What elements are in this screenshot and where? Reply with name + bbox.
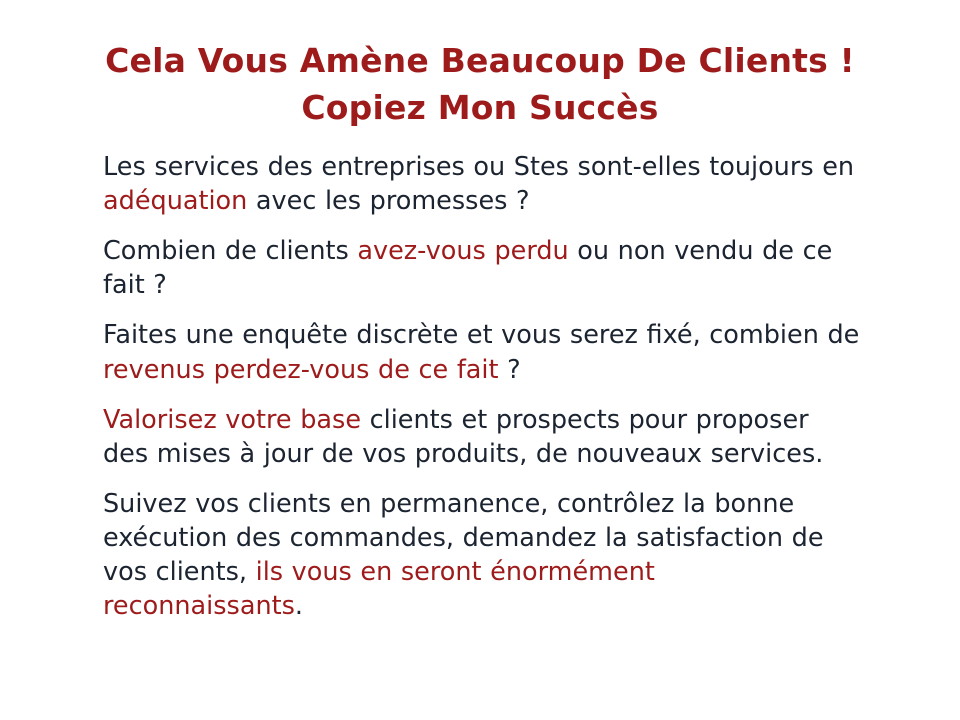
plain-text: . (294, 591, 304, 622)
plain-text: Combien de clients (103, 236, 358, 267)
highlighted-text: revenus perdez-vous de ce fait (103, 354, 499, 385)
highlighted-text: adéquation (103, 185, 248, 216)
plain-text: ? (498, 354, 521, 385)
plain-text: Suivez vos clients en permanence, contrôlez la bonne exécution des commandes, demandez la satisfaction de vos clients, (103, 488, 824, 588)
title-line-2: Copiez Mon Succès (301, 87, 659, 127)
paragraph-2 (103, 234, 862, 302)
paragraph-3 (103, 318, 862, 386)
plain-text: Les services des entreprises ou Stes sont-elles toujours en (103, 151, 855, 182)
highlighted-text: avez-vous perdu (357, 236, 569, 267)
paragraph-1 (103, 150, 862, 218)
paragraph-5 (103, 487, 862, 624)
highlighted-text: Valorisez votre base (103, 404, 362, 435)
paragraph-4 (103, 403, 862, 471)
slide-body (0, 150, 960, 624)
title-line-1: Cela Vous Amène Beaucoup De Clients ! (105, 41, 855, 80)
plain-text: avec les promesses ? (247, 185, 530, 216)
plain-text: clients et prospects pour proposer des mises à jour de vos produits, de nouveaux services. (103, 404, 824, 469)
plain-text: ou non vendu de ce fait ? (103, 236, 833, 301)
plain-text: Faites une enquête discrète et vous serez fixé, combien de (103, 320, 860, 351)
highlighted-text: ils vous en seront énormément reconnaissants (103, 557, 655, 622)
slide-title (0, 0, 960, 132)
